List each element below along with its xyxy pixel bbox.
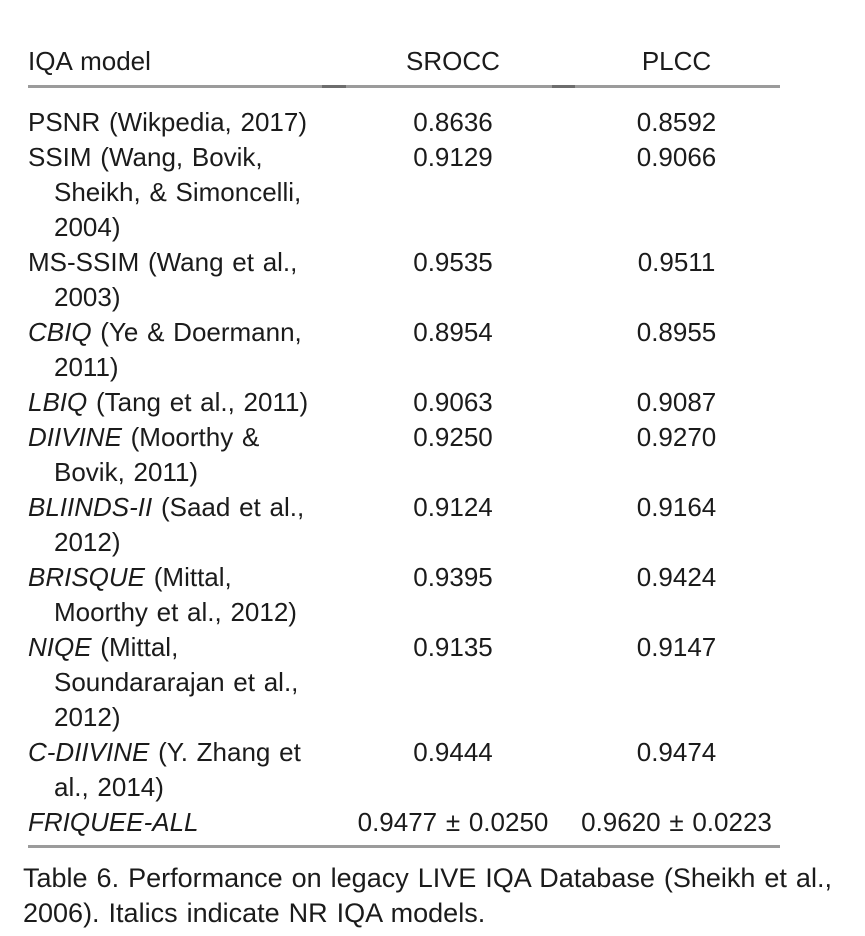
model-name-italic: FRIQUEE-ALL	[28, 807, 199, 837]
model-name-text: PSNR (Wikpedia, 2017)	[28, 107, 307, 137]
plcc-value: 0.9511	[637, 247, 716, 277]
model-name-italic: BLIINDS-II	[28, 492, 153, 522]
plcc-value: 0.9424	[636, 562, 717, 592]
rule-joint-right	[552, 85, 575, 88]
model-cell	[28, 245, 333, 315]
plcc-value: 0.9164	[636, 492, 717, 522]
caption-line-2: 2006). Italics indicate NR IQA models.	[23, 898, 486, 928]
model-name-continuation: Bovik, 2011)	[54, 457, 199, 487]
table-body	[28, 105, 780, 840]
model-name-continuation: 2012)	[54, 702, 121, 732]
srocc-value: 0.9063	[413, 387, 493, 417]
model-name-text: (Ye & Doermann,	[91, 317, 302, 347]
model-name-italic: NIQE	[28, 632, 92, 662]
table-row	[28, 420, 780, 490]
table-row	[28, 560, 780, 630]
model-name-continuation: 2012)	[54, 527, 121, 557]
plcc-value: 0.9270	[636, 422, 717, 452]
model-cell	[28, 420, 333, 490]
srocc-value: 0.9250	[413, 422, 493, 452]
model-name-italic: LBIQ	[28, 387, 88, 417]
iqa-performance-table	[28, 44, 780, 848]
model-name-continuation: 2003)	[54, 282, 121, 312]
plcc-value: 0.8955	[636, 317, 717, 347]
srocc-value: 0.8954	[413, 317, 493, 347]
model-cell	[28, 805, 333, 840]
model-name-continuation: 2004)	[54, 212, 121, 242]
model-cell	[28, 105, 333, 140]
srocc-value: 0.9129	[413, 142, 493, 172]
model-cell	[28, 735, 333, 805]
model-name-italic: CBIQ	[28, 317, 92, 347]
plcc-value: 0.9147	[636, 632, 717, 662]
plcc-value: 0.9474	[636, 737, 717, 767]
table-row	[28, 105, 780, 140]
model-name-continuation: 2011)	[54, 352, 119, 382]
plcc-value: 0.8592	[636, 107, 717, 137]
plcc-value: 0.9620 ± 0.0223	[581, 807, 772, 837]
model-cell	[28, 490, 333, 560]
table-row	[28, 140, 780, 245]
model-cell	[28, 385, 333, 420]
model-name-continuation: Sheikh, & Simoncelli,	[54, 177, 302, 207]
model-name-text: (Moorthy &	[121, 422, 260, 452]
model-name-text: (Mittal,	[145, 562, 232, 592]
header-rule	[28, 85, 780, 88]
table-row	[28, 385, 780, 420]
model-name-continuation: Moorthy et al., 2012)	[54, 597, 297, 627]
srocc-value: 0.9395	[413, 562, 493, 592]
model-cell	[28, 315, 333, 385]
model-name-text: (Mittal,	[91, 632, 179, 662]
table-row	[28, 735, 780, 805]
caption-line-1: Table 6. Performance on legacy LIVE IQA Database (Sheikh et al.,	[23, 863, 832, 893]
table-row	[28, 245, 780, 315]
model-name-text: (Y. Zhang et	[149, 737, 301, 767]
model-cell	[28, 630, 333, 735]
srocc-value: 0.8636	[413, 107, 493, 137]
srocc-value: 0.9124	[413, 492, 493, 522]
model-name-text: SSIM (Wang, Bovik,	[28, 142, 263, 172]
table-row	[28, 805, 780, 840]
model-name-continuation: al., 2014)	[54, 772, 164, 802]
model-name-italic: DIIVINE	[28, 422, 122, 452]
col-header-srocc: SROCC	[406, 46, 500, 76]
bottom-rule	[28, 845, 780, 848]
srocc-value: 0.9444	[413, 737, 493, 767]
col-header-plcc: PLCC	[641, 46, 712, 76]
srocc-value: 0.9477 ± 0.0250	[357, 807, 549, 837]
model-name-text: (Tang et al., 2011)	[87, 387, 309, 417]
col-header-iqa-model: IQA model	[28, 46, 151, 76]
table-header-row	[28, 44, 780, 79]
table-row	[28, 490, 780, 560]
model-cell	[28, 140, 333, 245]
model-name-continuation: Soundararajan et al.,	[54, 667, 299, 697]
plcc-value: 0.9066	[636, 142, 717, 172]
table-row	[28, 315, 780, 385]
table-caption	[23, 861, 865, 931]
model-name-text: MS-SSIM (Wang et al.,	[28, 247, 298, 277]
rule-joint-left	[322, 85, 346, 88]
plcc-value: 0.9087	[636, 387, 717, 417]
table-row	[28, 630, 780, 735]
model-name-italic: BRISQUE	[28, 562, 146, 592]
srocc-value: 0.9135	[413, 632, 493, 662]
srocc-value: 0.9535	[413, 247, 493, 277]
model-name-italic: C-DIIVINE	[28, 737, 150, 767]
model-name-text: (Saad et al.,	[152, 492, 305, 522]
model-cell	[28, 560, 333, 630]
